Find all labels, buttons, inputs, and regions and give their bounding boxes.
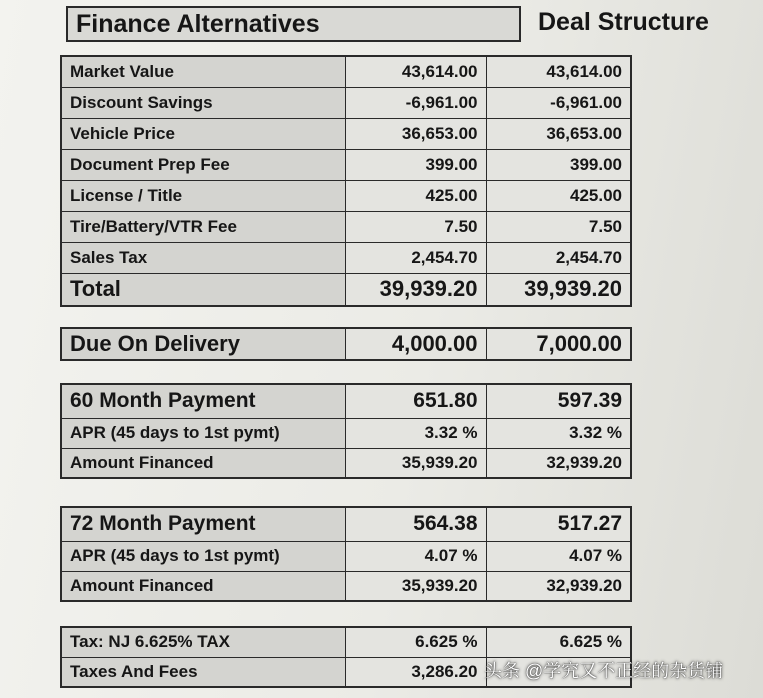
apr-72-label: APR (45 days to 1st pymt): [61, 541, 345, 571]
plan-60-month-table: [60, 383, 632, 479]
tax-option-1: 6.625 %: [345, 627, 486, 657]
table-row: [61, 211, 631, 242]
table-row: [61, 180, 631, 211]
table-row: [61, 507, 631, 541]
table-row: [61, 242, 631, 273]
value-option-1: 43,614.00: [345, 56, 486, 87]
payment-72-option-1: 564.38: [345, 507, 486, 541]
tax-option-2: 6.625 %: [486, 627, 631, 657]
apr-60-option-2: 3.32 %: [486, 418, 631, 448]
payment-72-option-2: 517.27: [486, 507, 631, 541]
price-breakdown-table: [60, 55, 632, 307]
financed-72-option-2: 32,939.20: [486, 571, 631, 601]
value-option-2: 425.00: [486, 180, 631, 211]
table-row: [61, 418, 631, 448]
table-row: [61, 87, 631, 118]
row-label: Sales Tax: [61, 242, 345, 273]
value-option-1: 2,454.70: [345, 242, 486, 273]
apr-72-option-1: 4.07 %: [345, 541, 486, 571]
table-row: [61, 384, 631, 418]
financed-60-option-2: 32,939.20: [486, 448, 631, 478]
payment-60-label: 60 Month Payment: [61, 384, 345, 418]
value-option-1: 425.00: [345, 180, 486, 211]
value-option-1: 36,653.00: [345, 118, 486, 149]
value-option-1: 7.50: [345, 211, 486, 242]
financed-72-option-1: 35,939.20: [345, 571, 486, 601]
table-row: [61, 541, 631, 571]
due-on-delivery-table: [60, 327, 632, 361]
row-label: License / Title: [61, 180, 345, 211]
row-label: Vehicle Price: [61, 118, 345, 149]
value-option-1: -6,961.00: [345, 87, 486, 118]
value-option-2: -6,961.00: [486, 87, 631, 118]
value-option-2: 399.00: [486, 149, 631, 180]
total-row: [61, 273, 631, 306]
due-option-1: 4,000.00: [345, 328, 486, 360]
total-option-2: 39,939.20: [486, 273, 631, 306]
apr-60-label: APR (45 days to 1st pymt): [61, 418, 345, 448]
financed-72-label: Amount Financed: [61, 571, 345, 601]
finance-alternatives-title: Finance Alternatives: [66, 6, 521, 42]
plan-72-month-table: [60, 506, 632, 602]
value-option-2: 36,653.00: [486, 118, 631, 149]
payment-72-label: 72 Month Payment: [61, 507, 345, 541]
row-label: Document Prep Fee: [61, 149, 345, 180]
table-row: [61, 56, 631, 87]
financed-60-label: Amount Financed: [61, 448, 345, 478]
table-row: [61, 328, 631, 360]
total-option-1: 39,939.20: [345, 273, 486, 306]
table-row: [61, 448, 631, 478]
tax-label: Tax: NJ 6.625% TAX: [61, 627, 345, 657]
watermark-text: 头条 @学究又不正经的杂货铺: [484, 661, 724, 681]
row-label: Discount Savings: [61, 87, 345, 118]
apr-60-option-1: 3.32 %: [345, 418, 486, 448]
taxes-fees-option-1: 3,286.20: [345, 657, 486, 687]
due-on-delivery-label: Due On Delivery: [61, 328, 345, 360]
apr-72-option-2: 4.07 %: [486, 541, 631, 571]
table-row: [61, 627, 631, 657]
table-row: [61, 571, 631, 601]
taxes-fees-label: Taxes And Fees: [61, 657, 345, 687]
deal-structure-title: Deal Structure: [538, 8, 709, 36]
total-label: Total: [61, 273, 345, 306]
value-option-2: 43,614.00: [486, 56, 631, 87]
value-option-2: 7.50: [486, 211, 631, 242]
row-label: Market Value: [61, 56, 345, 87]
table-row: [61, 118, 631, 149]
payment-60-option-1: 651.80: [345, 384, 486, 418]
financed-60-option-1: 35,939.20: [345, 448, 486, 478]
row-label: Tire/Battery/VTR Fee: [61, 211, 345, 242]
value-option-1: 399.00: [345, 149, 486, 180]
payment-60-option-2: 597.39: [486, 384, 631, 418]
due-option-2: 7,000.00: [486, 328, 631, 360]
value-option-2: 2,454.70: [486, 242, 631, 273]
table-row: [61, 149, 631, 180]
